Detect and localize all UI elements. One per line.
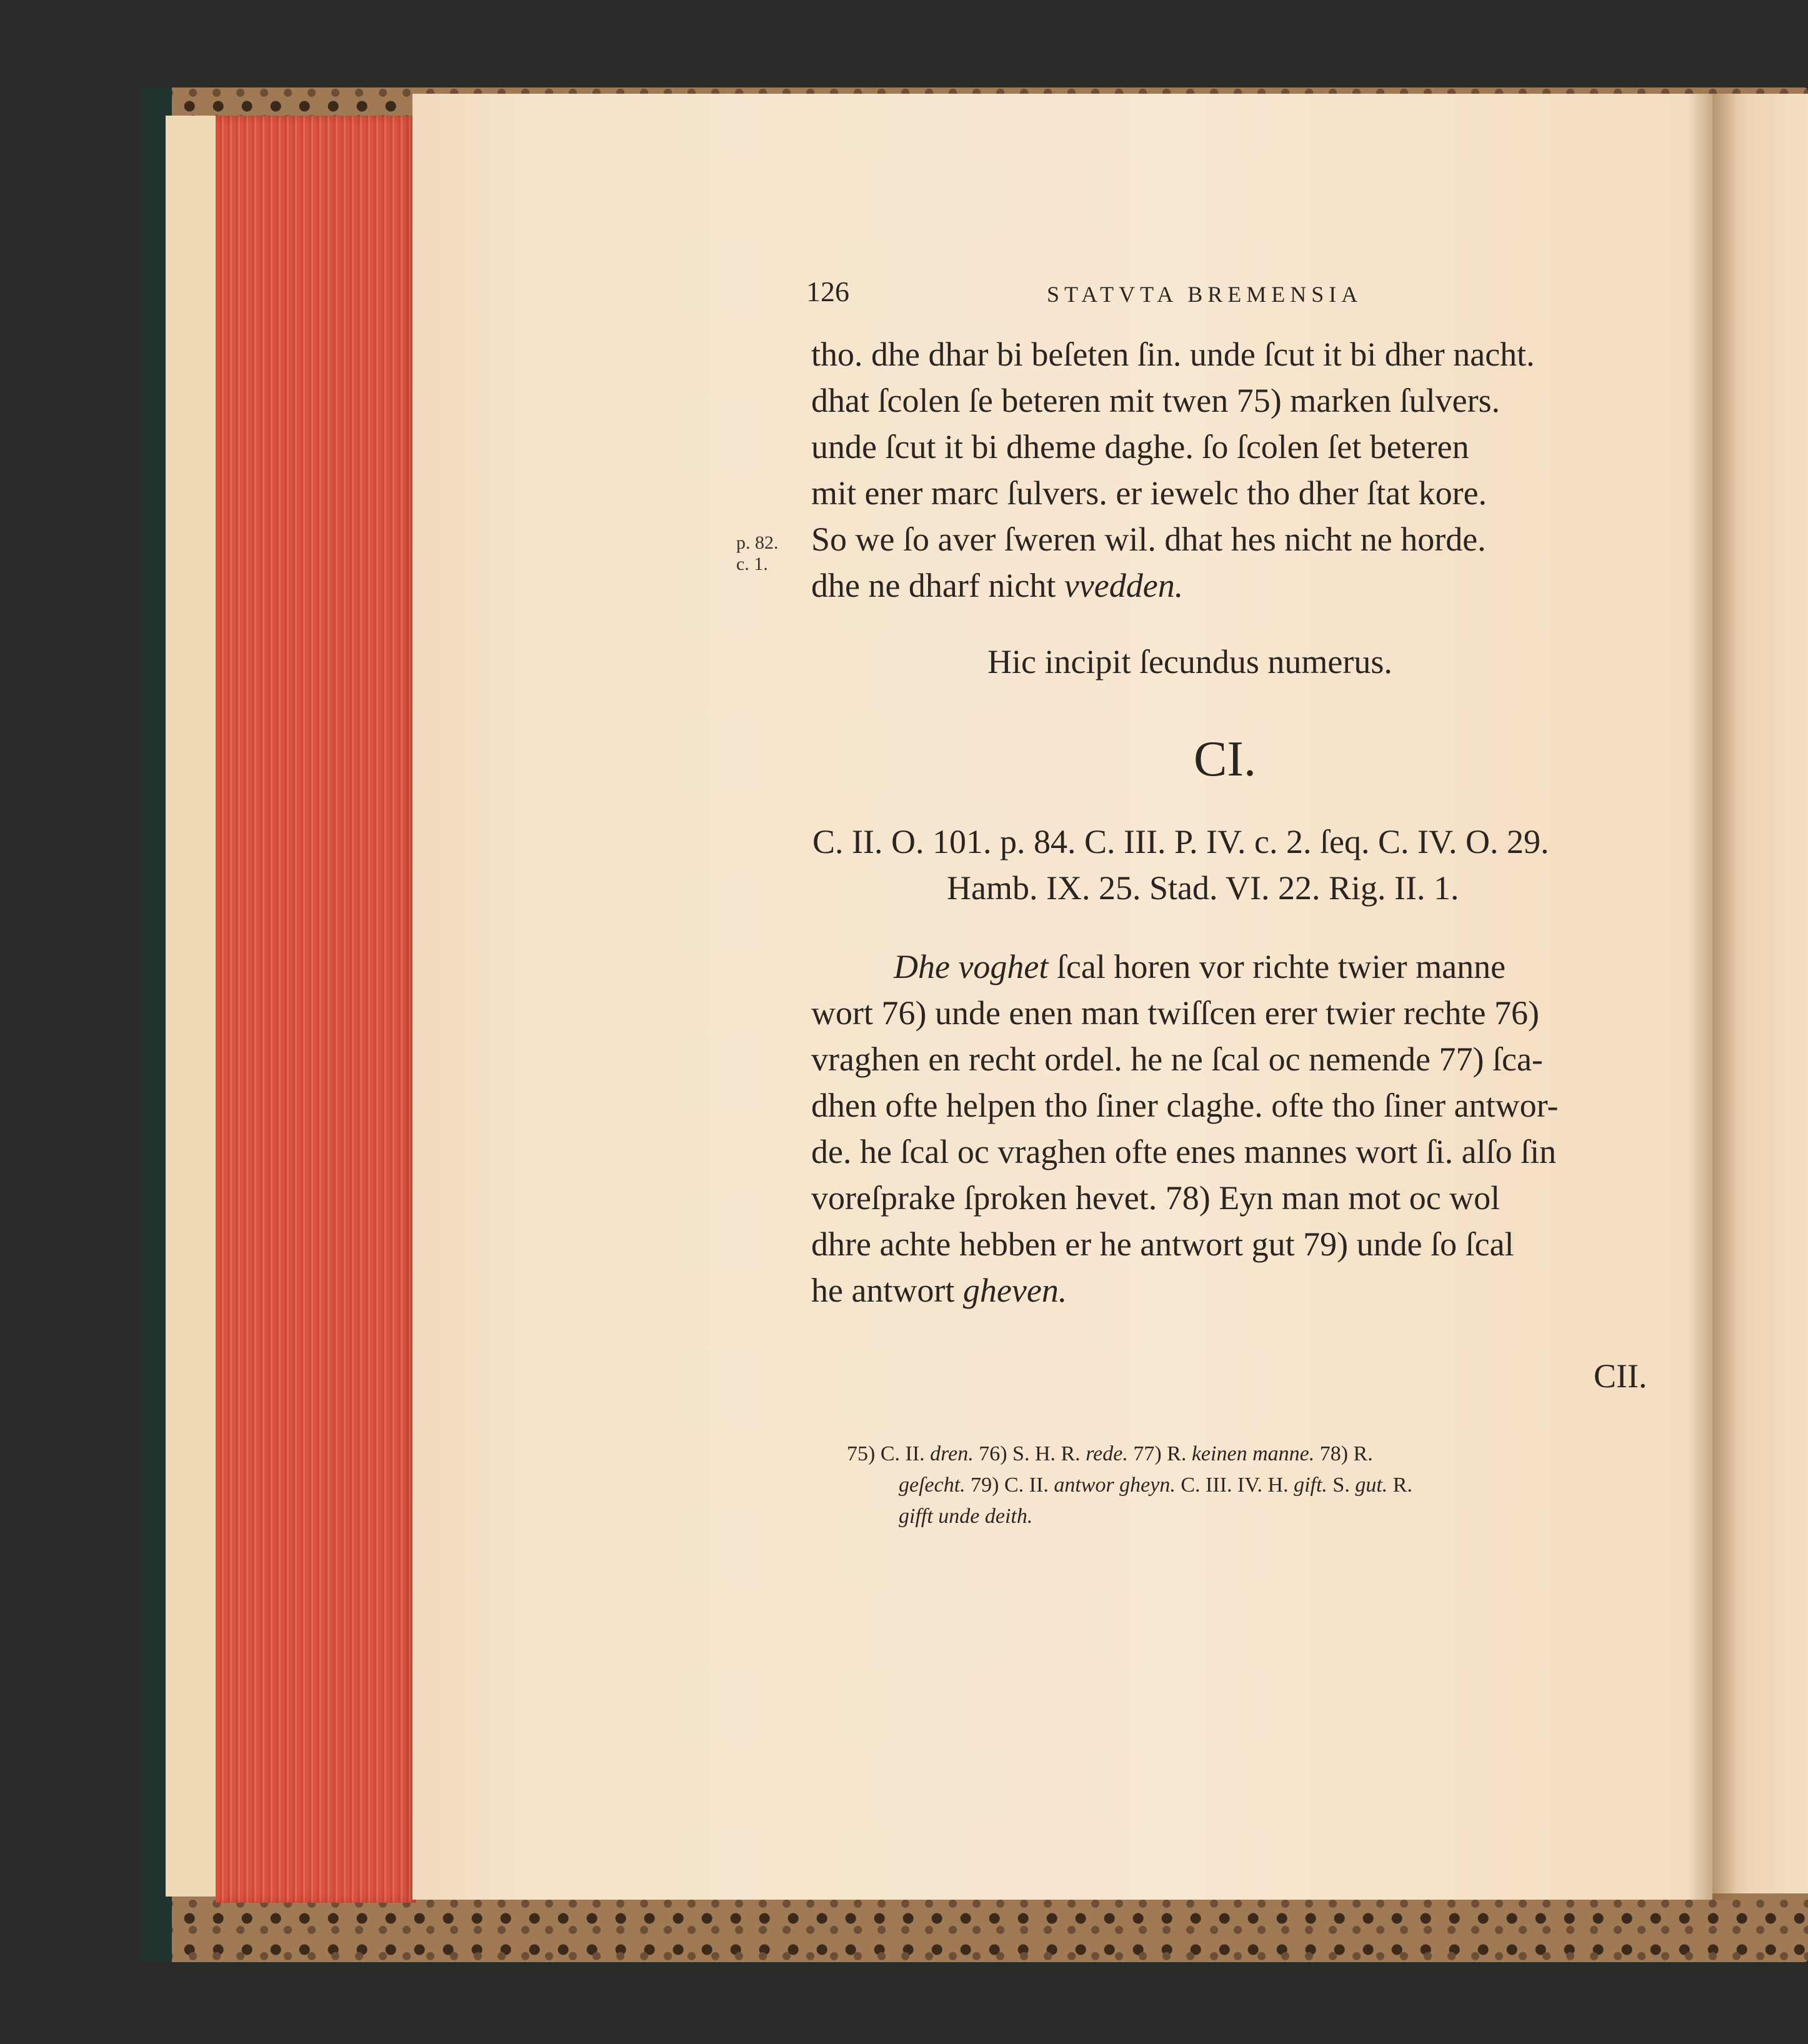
footnote-text: 75) C. II. [847, 1442, 931, 1465]
paragraph-line-italic: gheven. [962, 1272, 1067, 1309]
footnote-line [899, 1503, 1032, 1530]
margin-reference-chapter: c. 1. [736, 554, 768, 574]
body-line: dhat ſcolen ſe beteren mit twen 75) marken ſulvers. [811, 382, 1501, 419]
footnote-italic: keinen manne. [1191, 1442, 1315, 1465]
footnote-text: 76) S. H. R. [973, 1442, 1086, 1465]
paragraph-line: de. he ſcal oc vraghen ofte enes mannes wort ſi. alſo ſin [811, 1133, 1557, 1170]
margin-reference-page: p. 82. [736, 532, 779, 553]
paragraph-line: dhre achte hebben er he antwort gut 79) unde ſo ſcal [811, 1225, 1514, 1263]
body-line: So we ſo aver ſweren wil. dhat hes nicht ne horde. [811, 521, 1486, 558]
concordance-line: C. II. O. 101. p. 84. C. III. P. IV. c. 2. ſeq. C. IV. O. 29. [812, 823, 1549, 860]
body-line: mit ener marc ſulvers. er iewelc tho dher ſtat kore. [811, 474, 1487, 512]
section-intro: Hic incipit ſecundus numerus. [987, 643, 1392, 681]
paragraph-line: wort 76) unde enen man twiſſcen erer twier rechte 76) [811, 994, 1540, 1032]
footnote-text: 79) C. II. [965, 1473, 1054, 1497]
concordance-line: Hamb. IX. 25. Stad. VI. 22. Rig. II. 1. [947, 869, 1459, 907]
footnote-italic: geſecht. [899, 1473, 966, 1497]
chapter-heading: CI. [1194, 732, 1256, 787]
page-number: 126 [806, 276, 849, 307]
footnote-italic: rede. [1086, 1442, 1128, 1465]
running-title: STATVTA BREMENSIA [1047, 282, 1363, 307]
body-line [811, 562, 1183, 609]
footnote-text: S. [1327, 1473, 1356, 1497]
page-fore-edge [216, 116, 416, 1903]
footnote-line [899, 1472, 1412, 1499]
footnote-text: R. [1387, 1473, 1412, 1497]
footnote-text: 77) R. [1127, 1442, 1192, 1465]
footnote-text: 78) R. [1314, 1442, 1373, 1465]
footnote-text: C. III. IV. H. [1175, 1473, 1294, 1497]
paragraph-line [894, 944, 1506, 990]
footnote-italic: gut. [1355, 1473, 1388, 1497]
body-line: unde ſcut it bi dheme daghe. ſo ſcolen ſet beteren [811, 428, 1469, 466]
page-gutter-shadow [1687, 94, 1737, 1900]
margin-reference [736, 532, 779, 575]
body-line: tho. dhe dhar bi beſeten ſin. unde ſcut it bi dher nacht. [811, 336, 1535, 373]
footnote-italic: gift. [1294, 1473, 1327, 1497]
paragraph-line: vraghen en recht ordel. he ne ſcal oc nemende 77) ſca- [811, 1040, 1543, 1078]
footnote-italic: dren. [930, 1442, 974, 1465]
footnote-italic: antwor gheyn. [1054, 1473, 1176, 1497]
body-line-plain: dhe ne dharf nicht [811, 567, 1064, 604]
paragraph-line-plain: he antwort [811, 1272, 963, 1309]
paragraph-line-rest: ſcal horen vor richte twier manne [1048, 948, 1506, 985]
paragraph-line: dhen ofte helpen tho ſiner claghe. ofte tho ſiner antwor- [811, 1087, 1559, 1124]
paragraph-line: voreſprake ſproken hevet. 78) Eyn man mot oc wol [811, 1179, 1501, 1217]
paragraph-line [811, 1267, 1067, 1314]
paragraph-incipit: Dhe voghet [894, 948, 1049, 985]
footnote-line [847, 1440, 1373, 1468]
body-line-italic: vvedden. [1064, 567, 1184, 604]
footnote-italic: gifft unde deith. [899, 1505, 1033, 1528]
catchword: CII. [1594, 1357, 1647, 1395]
